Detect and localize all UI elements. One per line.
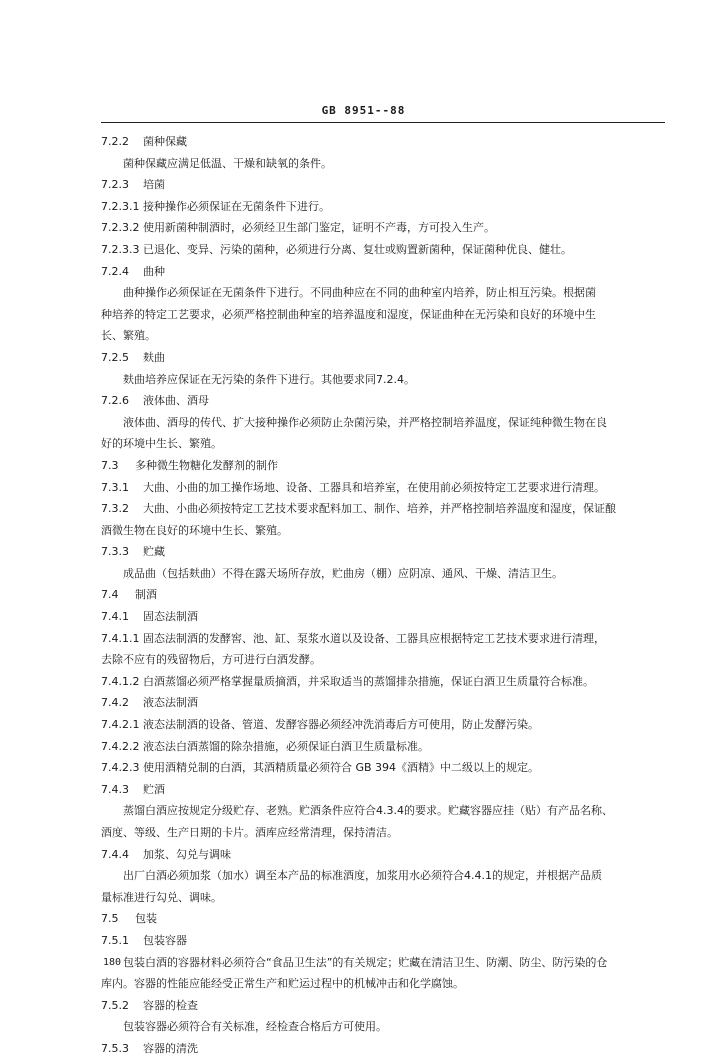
clause-line: [101, 477, 671, 499]
clause-number: 7.4: [101, 588, 119, 602]
clause-line: [101, 779, 671, 801]
clause-number: 7.3: [101, 458, 119, 472]
clause-text: 液态法制酒的设备、管道、发酵容器必须经冲洗消毒后方可使用，防止发酵污染。: [143, 718, 539, 732]
clause-number: 7.3.1: [101, 480, 129, 494]
clause-line: [101, 347, 671, 369]
clause-number: 7.4.3: [101, 782, 129, 796]
clause-number: 7.5.2: [101, 998, 129, 1012]
clause-line: [101, 174, 671, 196]
clause-line: [101, 196, 671, 218]
clause-number: 7.2.3.2: [101, 221, 140, 235]
clause-number: 7.2.5: [101, 350, 129, 364]
paragraph-text: 菌种保藏应满足低温、干燥和缺氧的条件。: [123, 156, 332, 170]
clause-line: [101, 217, 671, 239]
clause-number: 7.4.1.1: [101, 631, 140, 645]
clause-line: [101, 1038, 671, 1060]
clause-line: [101, 455, 671, 477]
clause-text: 大曲、小曲的加工操作场地、设备、工器具和培养室，在使用前必须按特定工艺要求进行清理。: [143, 480, 605, 494]
header-rule: [101, 122, 665, 123]
paragraph-text: 包装白酒的容器材料必须符合“食品卫生法”的有关规定；贮藏在清洁卫生、防潮、防尘、防污染的仓: [123, 955, 608, 969]
clause-line: [101, 131, 671, 153]
clause-line: [101, 757, 671, 779]
clause-line: [101, 736, 671, 758]
clause-text: 包装容器: [143, 933, 187, 947]
clause-number: 7.2.4: [101, 264, 129, 278]
clause-text: 液态法制酒: [143, 696, 198, 710]
clause-text: 培菌: [143, 178, 165, 192]
clause-number: 7.5.3: [101, 1041, 129, 1055]
clause-text: 大曲、小曲必须按特定工艺技术要求配料加工、制作、培养，并严格控制培养温度和湿度，保证酿: [143, 502, 616, 516]
clause-number: 7.4.2.3: [101, 761, 140, 775]
clause-line: [101, 995, 671, 1017]
clause-line: [101, 584, 671, 606]
clause-text: 白酒蒸馏必须严格掌握量质摘酒，并采取适当的蒸馏排杂措施，保证白酒卫生质量符合标准。: [143, 674, 594, 688]
page-number: 180: [103, 957, 122, 968]
paragraph-text: 包装容器必须符合有关标准，经检查合格后方可使用。: [123, 1020, 387, 1034]
clause-text: 固态法制酒: [143, 610, 198, 624]
paragraph-continuation: 长、繁殖。: [101, 329, 156, 343]
clause-number: 7.3.3: [101, 545, 129, 559]
clause-text: 菌种保藏: [143, 135, 187, 148]
clause-number: 7.4.4: [101, 847, 129, 861]
paragraph-continuation: 库内。容器的性能应能经受正常生产和贮运过程中的机械冲击和化学腐蚀。: [101, 977, 464, 991]
clause-line: [101, 239, 671, 261]
clause-number: 7.2.2: [101, 135, 129, 148]
document-body: [101, 131, 671, 1060]
paragraph-continuation: 量标准进行勾兑、调味。: [101, 890, 222, 904]
clause-line: [101, 844, 671, 866]
clause-number: 7.2.3.1: [101, 199, 140, 213]
paragraph-continuation: 种培养的特定工艺要求，必须严格控制曲种室的培养温度和湿度，保证曲种在无污染和良好的环境中生: [101, 307, 596, 321]
clause-text: 加浆、勾兑与调味: [143, 847, 231, 861]
paragraph-text: 出厂白酒必须加浆（加水）调至本产品的标准酒度，加浆用水必须符合4.4.1的规定，并根据产品质: [123, 869, 602, 883]
clause-text: 液态法白酒蒸馏的除杂措施，必须保证白酒卫生质量标准。: [143, 739, 429, 753]
clause-continuation: 酒微生物在良好的环境中生长、繁殖。: [101, 523, 288, 537]
paragraph-continuation: 好的环境中生长、繁殖。: [101, 437, 222, 451]
clause-text: 固态法制酒的发酵窖、池、缸、泵浆水道以及设备、工器具应根据特定工艺技术要求进行清理，: [143, 631, 605, 645]
clause-line: [101, 692, 671, 714]
clause-number: 7.4.2: [101, 696, 129, 710]
clause-text: 多种微生物糖化发酵剂的制作: [135, 458, 278, 472]
paragraph-text: 曲种操作必须保证在无菌条件下进行。不同曲种应在不同的曲种室内培养，防止相互污染。根据菌: [123, 286, 596, 300]
clause-number: 7.5.1: [101, 933, 129, 947]
clause-line: [101, 908, 671, 930]
clause-text: 贮藏: [143, 545, 165, 559]
page-header: [0, 104, 727, 117]
clause-number: 7.4.1: [101, 610, 129, 624]
clause-text: 包装: [135, 912, 157, 926]
clause-text: 使用新菌种制酒时，必须经卫生部门鉴定，证明不产毒，方可投入生产。: [143, 221, 495, 235]
clause-text: 曲种: [143, 264, 165, 278]
clause-line: [101, 390, 671, 412]
clause-line: [101, 606, 671, 628]
clause-number: 7.2.3.3: [101, 242, 140, 256]
clause-text: 贮酒: [143, 782, 165, 796]
clause-number: 7.4.2.1: [101, 718, 140, 732]
clause-number: 7.4.1.2: [101, 674, 140, 688]
paragraph-text: 麸曲培养应保证在无污染的条件下进行。其他要求同7.2.4。: [123, 372, 415, 386]
clause-line: [101, 541, 671, 563]
clause-number: 7.2.3: [101, 178, 129, 192]
clause-text: 容器的检查: [143, 998, 198, 1012]
paragraph-text: 液体曲、酒母的传代、扩大接种操作必须防止杂菌污染，并严格控制培养温度，保证纯种微生物在良: [123, 415, 607, 429]
clause-line: [101, 930, 671, 952]
clause-line: [101, 714, 671, 736]
clause-number: 7.2.6: [101, 394, 129, 408]
clause-text: 容器的清洗: [143, 1041, 198, 1055]
clause-line: [101, 498, 671, 520]
paragraph-text: 成品曲（包括麸曲）不得在露天场所存放，贮曲房（棚）应阴凉、通风、干燥、清洁卫生。: [123, 566, 563, 580]
clause-text: 麸曲: [143, 350, 165, 364]
clause-line: [101, 671, 671, 693]
paragraph-text: 蒸馏白酒应按规定分级贮存、老熟。贮酒条件应符合4.3.4的要求。贮藏容器应挂（贴）有产品名称、: [123, 804, 613, 818]
clause-continuation: 去除不应有的残留物后，方可进行白酒发酵。: [101, 653, 321, 667]
clause-number: 7.3.2: [101, 502, 129, 516]
clause-text: 接种操作必须保证在无菌条件下进行。: [143, 199, 330, 213]
clause-text: 使用酒精兑制的白酒，其酒精质量必须符合 GB 394《酒精》中二级以上的规定。: [143, 761, 540, 775]
clause-text: 已退化、变异、污染的菌种，必须进行分离、复壮或购置新菌种，保证菌种优良、健壮。: [143, 242, 572, 256]
clause-number: 7.5: [101, 912, 119, 926]
clause-number: 7.4.2.2: [101, 739, 140, 753]
clause-text: 液体曲、酒母: [143, 394, 209, 408]
standard-code: GB 8951--88: [321, 104, 406, 117]
clause-line: [101, 261, 671, 283]
clause-line: [101, 628, 671, 650]
paragraph-continuation: 酒度、等级、生产日期的卡片。酒库应经常清理，保持清洁。: [101, 826, 398, 839]
clause-text: 制酒: [135, 588, 157, 602]
